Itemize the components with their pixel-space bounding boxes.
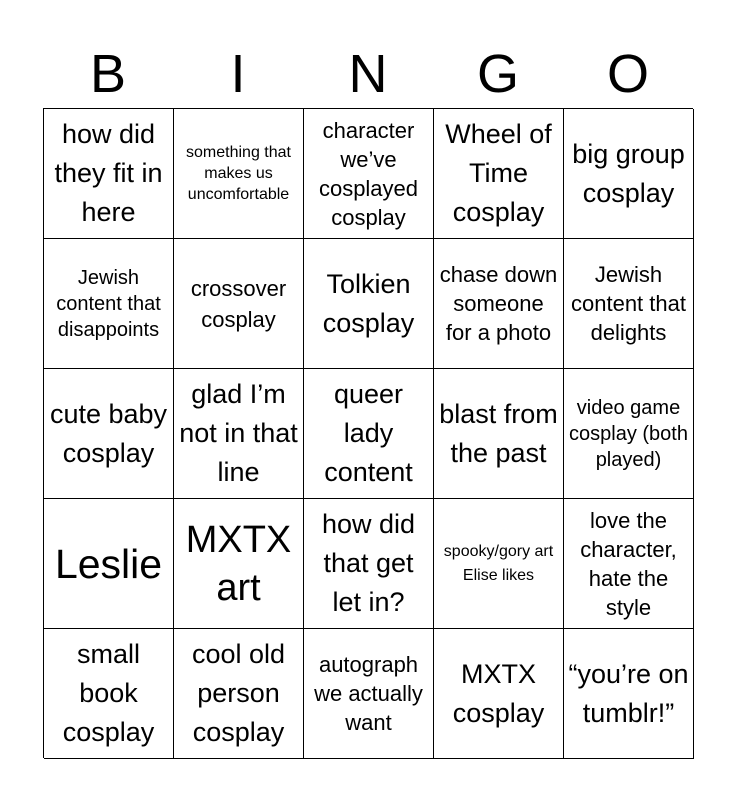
bingo-cell-text: chase down someone for a photo [439,262,558,345]
bingo-cell-text: spooky/gory art Elise likes [443,542,554,584]
bingo-cell[interactable] [174,499,304,629]
bingo-cell[interactable] [564,239,694,369]
bingo-cell-text: autograph we actually want [314,652,423,735]
bingo-cell-text: character we’ve cosplayed cosplay [318,117,419,230]
bingo-cell-text: cute baby cosplay [49,398,168,468]
bingo-header [43,40,693,108]
bingo-cell-text: how did they fit in here [54,119,163,227]
bingo-cell-text: love the character, hate the style [580,507,677,620]
header-letter-n: N [348,44,388,104]
bingo-cell-text: crossover cosplay [190,275,287,332]
bingo-cell[interactable] [434,369,564,499]
bingo-cell[interactable] [564,369,694,499]
bingo-cell-text: queer lady content [324,379,413,487]
bingo-cell[interactable] [174,629,304,759]
bingo-cell[interactable] [304,499,434,629]
bingo-cell[interactable] [44,239,174,369]
bingo-cell[interactable] [434,239,564,369]
bingo-cell[interactable] [434,629,564,759]
bingo-cell[interactable] [304,109,434,239]
bingo-cell[interactable] [44,369,174,499]
bingo-cell-text: “you’re on tumblr!” [568,658,689,728]
header-letter-i: I [230,44,246,104]
bingo-cell-text: how did that get let in? [321,509,416,617]
bingo-card-grid [43,108,693,758]
bingo-cell-text: video game cosplay (both played) [569,396,688,471]
header-letter-g: G [476,44,519,104]
bingo-cell[interactable] [174,239,304,369]
bingo-cell-text: Jewish content that disappoints [56,266,161,341]
bingo-cell-text: Leslie [54,540,163,587]
bingo-cell[interactable] [564,109,694,239]
bingo-cell[interactable] [434,499,564,629]
bingo-cell-text: glad I’m not in that line [179,379,298,487]
bingo-cell-text: MXTX art [185,518,292,609]
bingo-cell[interactable] [434,109,564,239]
header-letter-b: B [89,44,127,104]
bingo-cell-text: something that makes us uncomfortable [186,144,291,203]
bingo-cell-text: big group cosplay [572,138,685,208]
bingo-cell-text: Wheel of Time cosplay [445,119,552,227]
bingo-cell-text: small book cosplay [62,639,155,747]
bingo-cell-text: MXTX cosplay [452,658,545,728]
bingo-cell-text: Tolkien cosplay [322,268,415,338]
bingo-cell[interactable] [174,369,304,499]
bingo-cell[interactable] [304,369,434,499]
bingo-cell[interactable] [174,109,304,239]
bingo-cell-text: blast from the past [439,398,558,468]
bingo-cell[interactable] [304,239,434,369]
bingo-cell[interactable] [44,499,174,629]
bingo-cell[interactable] [44,109,174,239]
header-letter-o: O [606,44,649,104]
bingo-cell[interactable] [44,629,174,759]
bingo-cell-text: Jewish content that delights [571,262,686,345]
bingo-cell[interactable] [564,629,694,759]
bingo-cell[interactable] [564,499,694,629]
bingo-cell[interactable] [304,629,434,759]
bingo-cell-text: cool old person cosplay [191,639,286,747]
